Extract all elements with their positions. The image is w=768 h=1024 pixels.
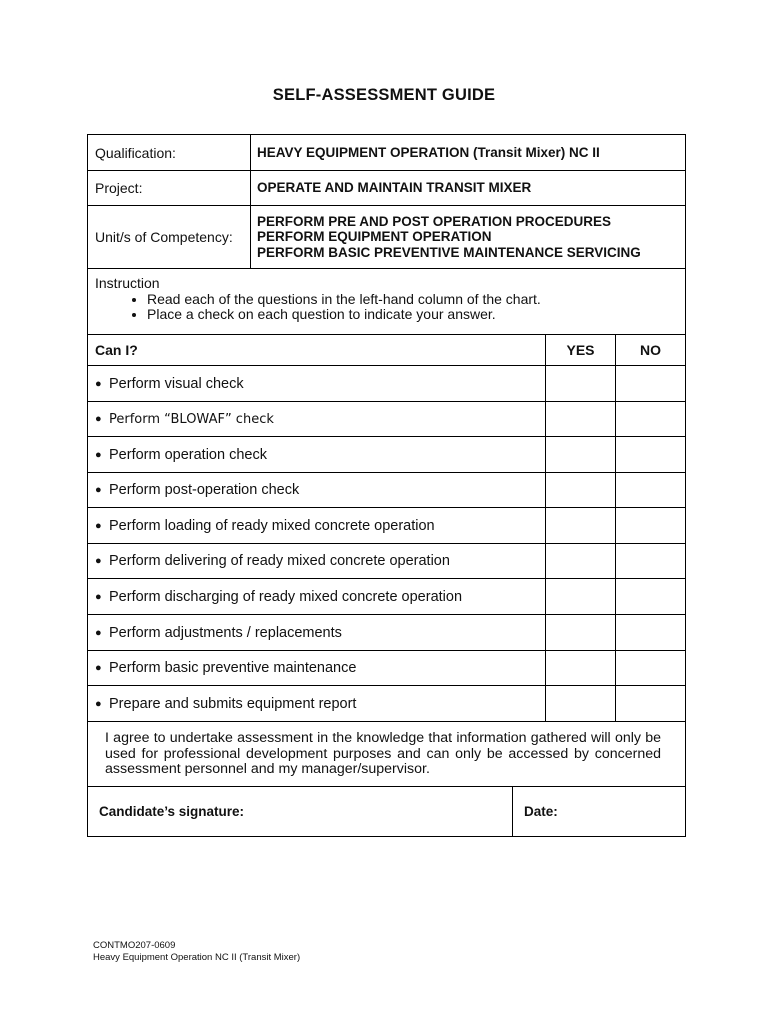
checklist-row <box>88 508 686 544</box>
candidate-signature-field[interactable]: Candidate’s signature: <box>88 787 513 837</box>
instruction-item: • Read each of the questions in the left-hand column of the chart. <box>147 292 685 308</box>
no-header: NO <box>616 335 686 366</box>
can-i-header: Can I? <box>88 335 546 366</box>
agreement-row <box>88 722 686 787</box>
project-value: OPERATE AND MAINTAIN TRANSIT MIXER <box>251 171 686 206</box>
date-field[interactable]: Date: <box>513 787 686 837</box>
bullet-icon: ● <box>95 448 102 461</box>
competency-label: Unit/s of Competency: <box>88 206 251 269</box>
qualification-label: Qualification: <box>88 135 251 171</box>
checklist-row <box>88 686 686 722</box>
yes-checkbox-cell[interactable] <box>546 437 616 473</box>
bullet-icon: ● <box>95 519 102 532</box>
bullet-icon: ● <box>95 626 102 639</box>
page-title: SELF-ASSESSMENT GUIDE <box>272 86 496 104</box>
bullet-icon: ● <box>95 590 102 603</box>
checklist-row <box>88 473 686 508</box>
yes-checkbox-cell[interactable] <box>546 615 616 651</box>
no-checkbox-cell[interactable] <box>616 508 686 544</box>
instruction-title: Instruction <box>95 275 160 291</box>
checklist-item: ● Perform “BLOWAF” check <box>88 402 546 437</box>
no-checkbox-cell[interactable] <box>616 615 686 651</box>
checklist-item: ● Perform discharging of ready mixed concrete operation <box>88 579 546 615</box>
assessment-header-table <box>87 134 686 366</box>
no-checkbox-cell[interactable] <box>616 579 686 615</box>
checklist-item: ● Perform post-operation check <box>88 473 546 508</box>
checklist-item: ● Perform delivering of ready mixed concrete operation <box>88 544 546 579</box>
bullet-icon: ● <box>95 413 102 425</box>
project-label: Project: <box>88 171 251 206</box>
project-row <box>88 171 686 206</box>
bullet-icon: ● <box>95 697 102 710</box>
yes-checkbox-cell[interactable] <box>546 366 616 402</box>
no-checkbox-cell[interactable] <box>616 544 686 579</box>
checklist-row <box>88 402 686 437</box>
page-footer <box>93 940 300 963</box>
no-checkbox-cell[interactable] <box>616 473 686 508</box>
no-checkbox-cell[interactable] <box>616 686 686 722</box>
yes-checkbox-cell[interactable] <box>546 508 616 544</box>
checklist-row <box>88 615 686 651</box>
competency-value: PERFORM BASIC PREVENTIVE MAINTENANCE SERVICING <box>257 244 641 260</box>
checklist-item: ● Perform basic preventive maintenance <box>88 651 546 686</box>
checklist-header-row <box>88 335 686 366</box>
checklist-row <box>88 437 686 473</box>
yes-checkbox-cell[interactable] <box>546 651 616 686</box>
checklist-row <box>88 366 686 402</box>
no-checkbox-cell[interactable] <box>616 651 686 686</box>
yes-checkbox-cell[interactable] <box>546 402 616 437</box>
yes-checkbox-cell[interactable] <box>546 544 616 579</box>
checklist-table <box>87 365 686 837</box>
checklist-row <box>88 544 686 579</box>
instruction-item: • Place a check on each question to indicate your answer. <box>147 307 685 323</box>
instruction-cell <box>88 269 686 335</box>
checklist-item: ● Prepare and submits equipment report <box>88 686 546 722</box>
competency-row <box>88 206 686 269</box>
no-checkbox-cell[interactable] <box>616 437 686 473</box>
yes-checkbox-cell[interactable] <box>546 686 616 722</box>
document-code: CONTMO207-0609 <box>93 940 176 951</box>
checklist-row <box>88 579 686 615</box>
no-checkbox-cell[interactable] <box>616 402 686 437</box>
competency-value: PERFORM PRE AND POST OPERATION PROCEDURES <box>257 213 612 229</box>
competency-values <box>251 206 686 269</box>
document-description: Heavy Equipment Operation NC II (Transit Mixer) <box>93 951 301 963</box>
competency-value: PERFORM EQUIPMENT OPERATION <box>257 229 492 245</box>
checklist-item: ● Perform loading of ready mixed concrete operation <box>88 508 546 544</box>
no-checkbox-cell[interactable] <box>616 366 686 402</box>
checklist-item: ● Perform adjustments / replacements <box>88 615 546 651</box>
yes-checkbox-cell[interactable] <box>546 579 616 615</box>
checklist-item: ● Perform operation check <box>88 437 546 473</box>
instruction-row <box>88 269 686 335</box>
qualification-row <box>88 135 686 171</box>
yes-header: YES <box>546 335 616 366</box>
checklist-item: ● Perform visual check <box>88 366 546 402</box>
qualification-value: HEAVY EQUIPMENT OPERATION (Transit Mixer) NC II <box>251 135 686 171</box>
bullet-icon: ● <box>95 555 102 567</box>
signature-row <box>88 787 686 837</box>
bullet-icon: ● <box>95 662 102 674</box>
agreement-text: I agree to undertake assessment in the knowledge that information gathered will only be used for professional development purposes and can only be accessed by concerned assessment personnel and my manager/supervisor. <box>88 722 686 787</box>
bullet-icon: ● <box>95 484 102 496</box>
bullet-icon: ● <box>95 377 102 390</box>
yes-checkbox-cell[interactable] <box>546 473 616 508</box>
checklist-row <box>88 651 686 686</box>
instruction-list <box>95 292 685 323</box>
